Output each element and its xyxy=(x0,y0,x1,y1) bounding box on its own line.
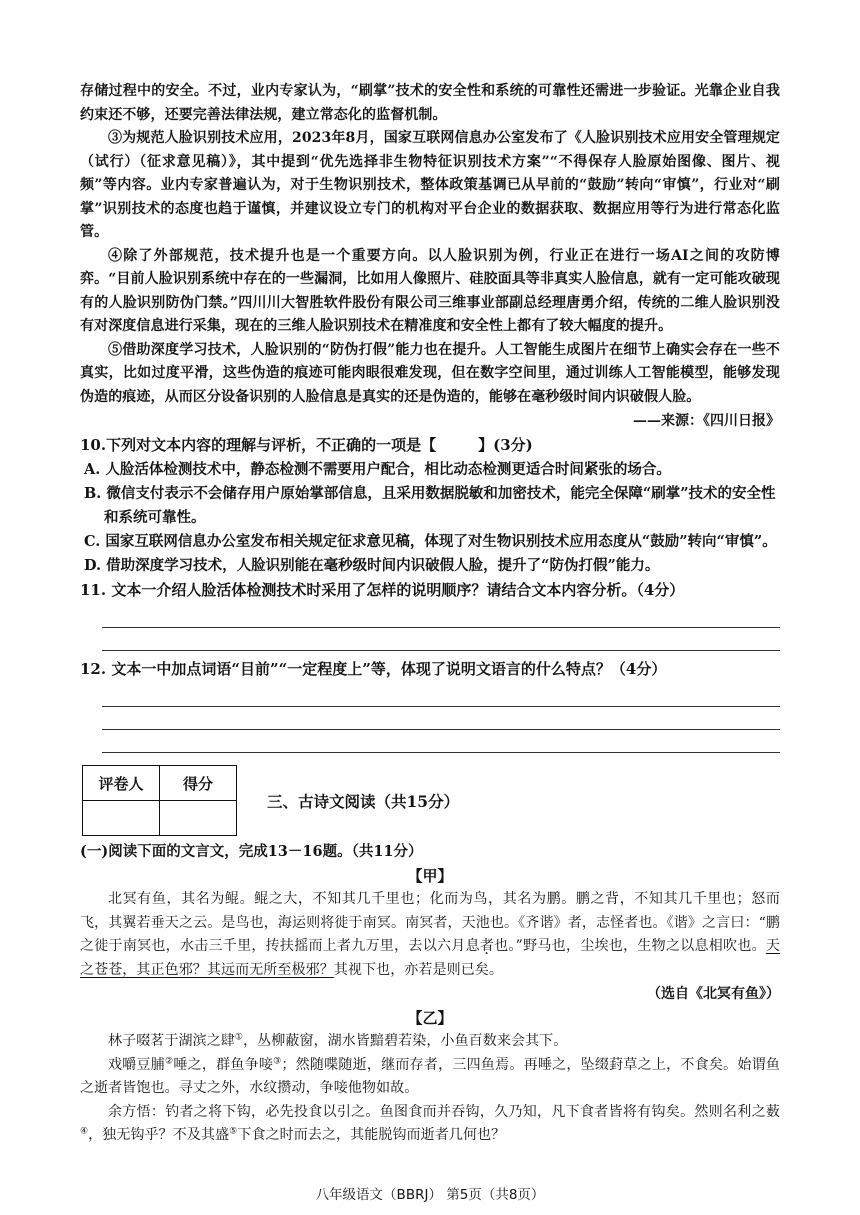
footnote-mark-1: ① xyxy=(234,1032,244,1043)
question-11-stem: 11. 文本一介绍人脸活体检测技术时采用了怎样的说明顺序？请结合文本内容分析。（4分） xyxy=(80,581,685,599)
yi-p2-b: 唾之，群鱼争唼 xyxy=(173,1056,274,1073)
question-12-stem-mid: ”“ xyxy=(269,660,288,678)
question-10-option-d: D. 借助深度学习技术，人脸识别能在毫秒级时间内识破假人脸，提升了“防伪打假”能力。 xyxy=(84,557,660,574)
question-10-stem xyxy=(80,433,780,458)
footnote-mark-5: ⑤ xyxy=(229,1126,238,1137)
passage-paragraph-3: ③为规范人脸识别技术应用，2023年8月，国家互联网信息办公室发布了《人脸识别技术应用安全管理规定（试行）（征求意见稿）》，其中提到“优先选择非生物特征识别技术方案”“不得保存人脸原始图像、图片、视频”等内容。业内专家普遍认为，对于生物识别技术，整体政策基调已从早前的“鼓励”转向“审慎”，行业对“刷掌”识别技术的态度也趋于谨慎，并建议设立专门的机构对平台企业的数据获取、数据应用等行为进行常态化监管。 xyxy=(80,130,780,240)
question-10-stem-b: 】(3分) xyxy=(478,436,533,454)
jia-text-c: 其视下也，亦若是则已矣。 xyxy=(333,961,504,978)
yi-p2-a: 戏嚼豆脯 xyxy=(108,1056,165,1073)
jia-text-a: 北冥有鱼，其名为鲲。鲲之大，不知其几千里也；化而为鸟，其名为鹏。鹏之背，不知其几千里也；怒而飞，其翼若垂天之云。是鸟也，海运则将徙于南冥。南冥者，天池也。《齐谐》者，志怪者也。《谐》之言曰：“鹏之徙于南冥也，水击三千里，抟扶摇而上者九万里，去以六月 xyxy=(80,891,780,954)
exam-page xyxy=(80,80,780,1148)
jia-source: （选自《北冥有鱼》） xyxy=(647,986,780,1002)
dotted-word-1: 目前 xyxy=(239,660,270,678)
dotted-word-2: 一定程度上 xyxy=(287,660,363,678)
score-table-grader-cell[interactable] xyxy=(83,801,160,836)
answer-line xyxy=(102,730,780,753)
question-10-stem-a: 10.下列对文本内容的理解与评析，不正确的一项是【 xyxy=(80,436,437,454)
score-table-grader-header: 评卷人 xyxy=(83,766,160,801)
yi-paragraph-3 xyxy=(80,1101,780,1148)
yi-p3-b: ，独无钩乎？不及其盛 xyxy=(88,1127,230,1143)
question-12-stem-b: ”等，体现了说明文语言的什么特点？（4分） xyxy=(362,660,667,678)
yi-p2-c: ；然随喋随逝，继而存者，三四鱼焉。再唾之，坠缀葑草之上，不食矣。始谓鱼之逝者皆饱也。寻丈之外，水纹攒动，争唼他物如故。 xyxy=(80,1056,781,1096)
answer-line xyxy=(102,605,780,628)
page-footer: 八年级语文（BBRJ） 第5页（共8页） xyxy=(315,1187,545,1203)
question-10-option-b: B. 微信支付表示不会储存用户原始掌部信息，且采用数据脱敏和加密技术，能完全保障“刷掌”技术的安全性和系统可靠性。 xyxy=(84,485,776,526)
question-10 xyxy=(80,433,780,578)
passage-paragraph-5: ⑤借助深度学习技术，人脸识别的“防伪打假”能力也在提升。人工智能生成图片在细节上确实会存在一些不真实，比如过度平滑，这些伪造的痕迹可能肉眼很难发现，但在数字空间里，通过训练人工智能模型，能够发现伪造的痕迹，从而区分设备识别的人脸信息是真实的还是伪造的，能够在毫秒级时间内识破假人脸。 xyxy=(80,341,780,405)
question-12-answer-area[interactable] xyxy=(80,684,780,753)
question-12 xyxy=(80,657,780,753)
passage-source: ——来源：《四川日报》 xyxy=(633,413,780,429)
jia-title: 【甲】 xyxy=(407,867,453,885)
question-10-option-a: A. 人脸活体检测技术中，静态检测不需要用户配合，相比动态检测更适合时间紧张的场合。 xyxy=(84,461,671,478)
footnote-mark-4: ④ xyxy=(80,1126,89,1137)
answer-line xyxy=(102,684,780,707)
jia-text-b: 者也。”野马也，尘埃也，生物之以息相吹也。 xyxy=(479,938,766,954)
passage-paragraph-continued: 存储过程中的安全。不过，业内专家认为，“刷掌”技术的安全性和系统的可靠性还需进一步验证。光靠企业自我约束还不够，还要完善法律法规，建立常态化的监督机制。 xyxy=(80,83,780,123)
answer-line xyxy=(102,707,780,730)
answer-line xyxy=(102,628,780,651)
dotted-char-xi: 息 xyxy=(465,938,480,954)
section-3-header xyxy=(80,765,780,836)
question-11-answer-area[interactable] xyxy=(80,605,780,651)
question-12-stem-a: 12. 文本一中加点词语“ xyxy=(80,660,240,678)
score-table-score-header: 得分 xyxy=(160,766,237,801)
score-table-score-cell[interactable] xyxy=(160,801,237,836)
yi-paragraph-2 xyxy=(80,1054,780,1101)
question-12-stem xyxy=(80,657,780,682)
passage-paragraph-4: ④除了外部规范，技术提升也是一个重要方向。以人脸识别为例，行业正在进行一场AI之间的攻防博弈。“目前人脸识别系统中存在的一些漏洞，比如用人像照片、硅胶面具等非真实人脸信息，就有一定可能攻破现有的人脸识别防伪门禁。”四川川大智胜软件股份有限公司三维事业部副总经理唐勇介绍，传统的二维人脸识别没有对深度信息进行采集，现在的三维人脸识别技术在精准度和安全性上都有了较大幅度的提升。 xyxy=(80,247,780,334)
yi-p3-a: 余方悟：钓者之将下钩，必先投食以引之。鱼图食而并吞钩，久乃知，凡下食者皆将有钩矣。然则名利之薮 xyxy=(108,1103,780,1120)
jia-text xyxy=(80,888,780,982)
footnote-mark-3: ③ xyxy=(273,1055,282,1066)
footnote-mark-2: ② xyxy=(165,1055,174,1066)
yi-p1-a: 林子啜茗于湖滨之肆 xyxy=(108,1033,235,1049)
part-1-intro: (一)阅读下面的文言文，完成13－16题。（共11分） xyxy=(80,843,423,860)
question-11 xyxy=(80,578,780,651)
section-3-title: 三、古诗文阅读（共15分） xyxy=(267,791,460,811)
yi-title: 【乙】 xyxy=(407,1009,453,1027)
jia-underlined-sentence: 天之苍苍，其正色邪？其远而无所至极邪？ xyxy=(80,938,780,978)
yi-p1-b: ，丛柳蔽窗，湖水皆黯碧若染，小鱼百数来会其下。 xyxy=(243,1033,568,1049)
question-10-option-c: C. 国家互联网信息办公室发布相关规定征求意见稿，体现了对生物识别技术应用态度从“鼓励”转向“审慎”。 xyxy=(84,533,777,550)
score-table xyxy=(82,765,237,836)
yi-paragraph-1 xyxy=(80,1030,780,1054)
yi-p3-c: 下食之时而去之，其能脱钩而逝者几何也？ xyxy=(237,1127,506,1143)
